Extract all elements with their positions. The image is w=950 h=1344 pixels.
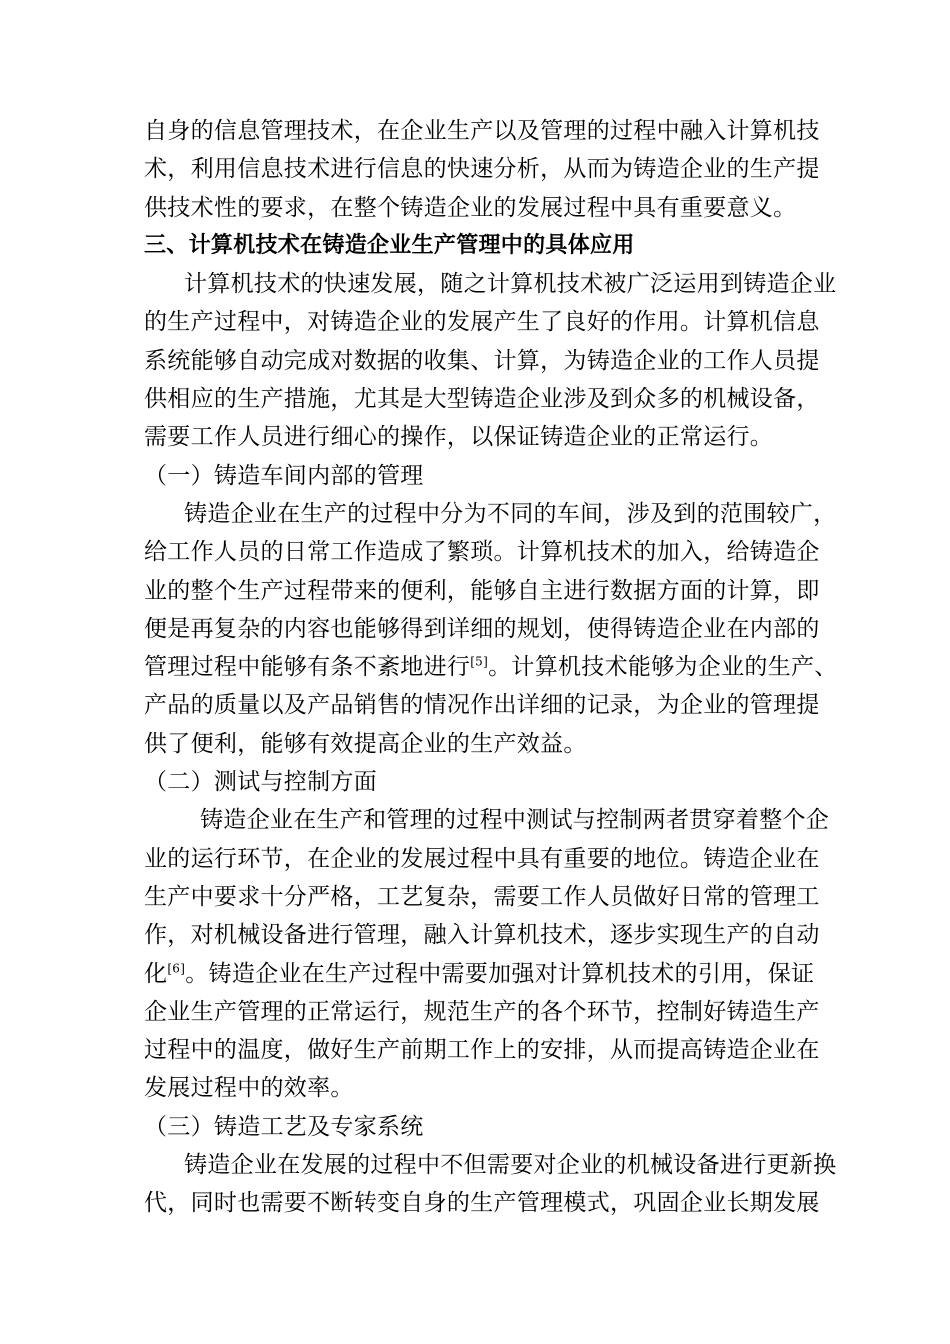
text-segment: 。铸造企业在生产过程中需要加强对计算机技术的引用，保证 (185, 960, 815, 987)
text-line: 供了便利，能够有效提高企业的生产效益。 (144, 730, 587, 757)
text-line: 铸造企业在生产和管理的过程中测试与控制两者贯穿着整个企 (200, 807, 830, 834)
text-line: 生产中要求十分严格，工艺复杂，需要工作人员做好日常的管理工 (144, 883, 820, 910)
subsection-heading: （三）铸造工艺及专家系统 (144, 1113, 424, 1140)
text-line: 术，利用信息技术进行信息的快速分析，从而为铸造企业的生产提 (144, 156, 820, 183)
text-line: 产品的质量以及产品销售的情况作出详细的记录，为企业的管理提 (144, 692, 820, 719)
text-segment: 化 (144, 960, 168, 987)
text-line: 发展过程中的效率。 (144, 1075, 354, 1102)
text-line: 需要工作人员进行细心的操作，以保证铸造企业的正常运行。 (144, 424, 774, 451)
paragraph (144, 495, 838, 763)
text-line: 供相应的生产措施，尤其是大型铸造企业涉及到众多的机械设备， (144, 386, 820, 413)
text-line: 系统能够自动完成对数据的收集、计算，为铸造企业的工作人员提 (144, 347, 820, 374)
subsection-heading: （二）测试与控制方面 (144, 769, 377, 796)
citation-marker: [6] (167, 960, 186, 975)
text-line (144, 648, 838, 686)
paragraph (144, 265, 837, 456)
text-segment: 管理过程中能够有条不紊地进行 (144, 654, 471, 681)
text-segment: 。计算机技术能够为企业的生产、 (488, 654, 838, 681)
text-line: 业的运行环节，在企业的发展过程中具有重要的地位。铸造企业在 (144, 845, 820, 872)
text-line: 过程中的温度，做好生产前期工作上的安排，从而提高铸造企业在 (144, 1037, 820, 1064)
text-line: 供技术性的要求，在整个铸造企业的发展过程中具有重要意义。 (144, 194, 797, 221)
paragraph (144, 112, 820, 227)
citation-marker: [5] (470, 654, 489, 669)
text-line: 业的整个生产过程带来的便利，能够自主进行数据方面的计算，即 (144, 577, 820, 604)
paragraph (144, 801, 830, 1107)
paragraph (144, 1146, 837, 1223)
text-line: 作，对机械设备进行管理，融入计算机技术，逐步实现生产的自动 (144, 922, 820, 949)
text-line: 代，同时也需要不断转变自身的生产管理模式，巩固企业长期发展 (144, 1190, 820, 1217)
text-line: 自身的信息管理技术，在企业生产以及管理的过程中融入计算机技 (144, 118, 820, 144)
text-line: 给工作人员的日常工作造成了繁琐。计算机技术的加入，给铸造企 (144, 539, 820, 566)
text-line: 铸造企业在生产的过程中分为不同的车间，涉及到的范围较广， (184, 500, 837, 527)
subsection-heading: （一）铸造车间内部的管理 (144, 462, 424, 489)
section-heading: 三、计算机技术在铸造企业生产管理中的具体应用 (144, 232, 635, 258)
text-line: 计算机技术的快速发展，随之计算机技术被广泛运用到铸造企业 (184, 271, 837, 298)
document-page (144, 112, 838, 1223)
text-line: 便是再复杂的内容也能够得到详细的规划，使得铸造企业在内部的 (144, 615, 820, 642)
text-line: 企业生产管理的正常运行，规范生产的各个环节，控制好铸造生产 (144, 998, 820, 1025)
text-line: 的生产过程中，对铸造企业的发展产生了良好的作用。计算机信息 (144, 309, 820, 336)
text-line (144, 955, 815, 993)
text-line: 铸造企业在发展的过程中不但需要对企业的机械设备进行更新换 (184, 1152, 837, 1179)
